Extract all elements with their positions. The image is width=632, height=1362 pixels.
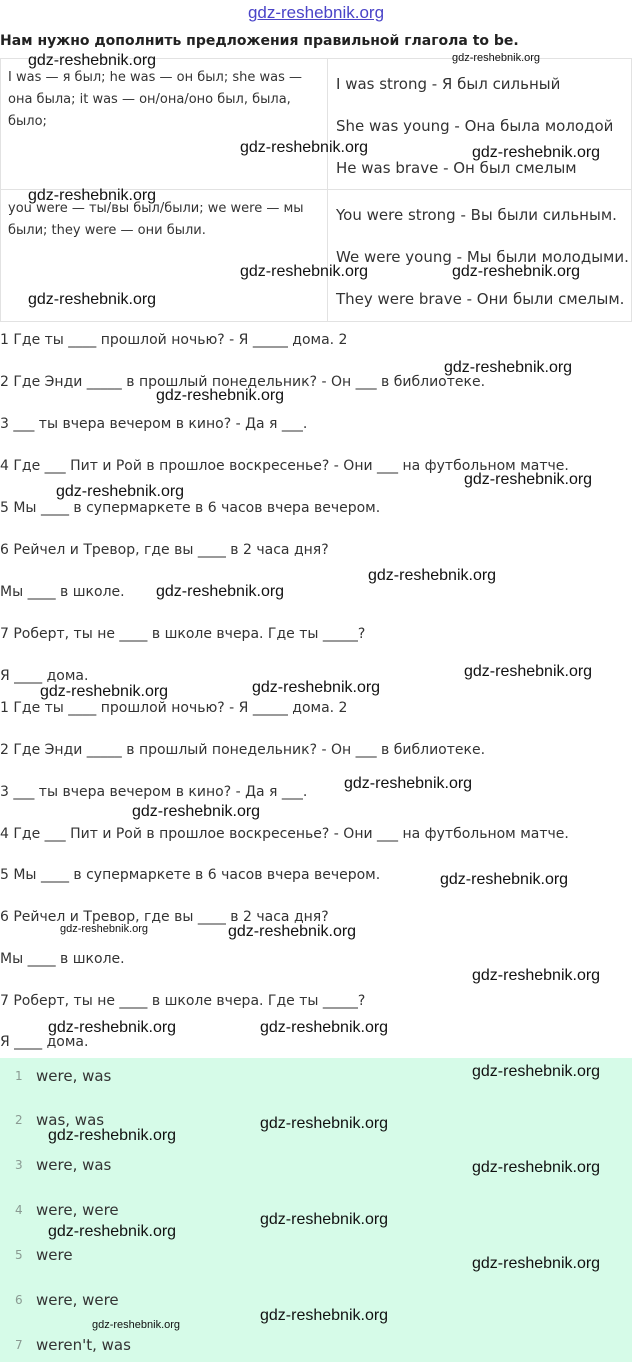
answer-text: were, was xyxy=(36,1067,112,1085)
watermark: gdz-reshebnik.org xyxy=(48,1019,177,1036)
watermark: gdz-reshebnik.org xyxy=(260,1211,389,1228)
watermark: gdz-reshebnik.org xyxy=(56,483,185,500)
question: 3 ___ ты вчера вечером в кино? - Да я ___. xyxy=(0,416,308,432)
answer-number: 5 xyxy=(15,1248,23,1262)
rules-row xyxy=(1,59,632,190)
rule-text: you were — ты/вы был/были; we were — мы были; they were — они были. xyxy=(1,190,328,322)
example-sentence: I was strong - Я был сильный xyxy=(336,75,561,93)
watermark: gdz-reshebnik.org xyxy=(60,923,149,935)
watermark: gdz-reshebnik.org xyxy=(260,1307,389,1324)
watermark: gdz-reshebnik.org xyxy=(156,583,285,600)
answer-number: 1 xyxy=(15,1069,23,1083)
watermark: gdz-reshebnik.org xyxy=(472,1255,601,1272)
question: 7 Роберт, ты не ____ в школе вчера. Где ты _____? xyxy=(0,626,366,642)
question: 1 Где ты ____ прошлой ночью? - Я _____ дома. 2 xyxy=(0,332,348,348)
answer-text: weren't, was xyxy=(36,1336,131,1354)
question: 2 Где Энди _____ в прошлый понедельник? - Он ___ в библиотеке. xyxy=(0,374,486,390)
watermark: gdz-reshebnik.org xyxy=(28,52,157,69)
watermark: gdz-reshebnik.org xyxy=(472,1159,601,1176)
example-sentence: They were brave - Они были смелым. xyxy=(336,290,625,308)
watermark: gdz-reshebnik.org xyxy=(228,923,357,940)
example-sentence: She was young - Она была молодой xyxy=(336,117,614,135)
answer-number: 4 xyxy=(15,1203,23,1217)
watermark: gdz-reshebnik.org xyxy=(132,803,261,820)
watermark: gdz-reshebnik.org xyxy=(28,187,157,204)
watermark: gdz-reshebnik.org xyxy=(464,471,593,488)
watermark: gdz-reshebnik.org xyxy=(28,291,157,308)
watermark: gdz-reshebnik.org xyxy=(48,1127,177,1144)
watermark: gdz-reshebnik.org xyxy=(252,679,381,696)
answer-text: were, was xyxy=(36,1156,112,1174)
task-heading: Нам нужно дополнить предложения правильной глагола to be. xyxy=(0,33,519,49)
example-sentence: He was brave - Он был смелым xyxy=(336,159,577,177)
watermark: gdz-reshebnik.org xyxy=(464,663,593,680)
question: Мы ____ в школе. xyxy=(0,951,125,967)
watermark: gdz-reshebnik.org xyxy=(452,263,581,280)
answer-text: was, was xyxy=(36,1111,105,1129)
question: 6 Рейчел и Тревор, где вы ____ в 2 часа дня? xyxy=(0,909,329,925)
question: 5 Мы ____ в супермаркете в 6 часов вчера вечером. xyxy=(0,867,381,883)
watermark: gdz-reshebnik.org xyxy=(260,1019,389,1036)
watermark: gdz-reshebnik.org xyxy=(472,144,601,161)
watermark: gdz-reshebnik.org xyxy=(444,359,573,376)
question: 6 Рейчел и Тревор, где вы ____ в 2 часа дня? xyxy=(0,542,329,558)
question: 2 Где Энди _____ в прошлый понедельник? - Он ___ в библиотеке. xyxy=(0,742,486,758)
example-sentence: We were young - Мы были молодыми. xyxy=(336,248,629,266)
watermark: gdz-reshebnik.org xyxy=(344,775,473,792)
question: Я ____ дома. xyxy=(0,668,89,684)
watermark: gdz-reshebnik.org xyxy=(472,1063,601,1080)
question: 1 Где ты ____ прошлой ночью? - Я _____ дома. 2 xyxy=(0,700,348,716)
question: 4 Где ___ Пит и Рой в прошлое воскресенье? - Они ___ на футбольном матче. xyxy=(0,458,569,474)
watermark: gdz-reshebnik.org xyxy=(92,1319,181,1331)
watermark: gdz-reshebnik.org xyxy=(260,1115,389,1132)
answer-number: 3 xyxy=(15,1158,23,1172)
example-sentence: You were strong - Вы были сильным. xyxy=(336,206,617,224)
rule-examples xyxy=(328,59,632,190)
question: Мы ____ в школе. xyxy=(0,584,125,600)
rule-text: I was — я был; he was — он был; she was — она была; it was — он/она/оно был, была, было; xyxy=(1,59,328,190)
watermark: gdz-reshebnik.org xyxy=(440,871,569,888)
question: 4 Где ___ Пит и Рой в прошлое воскресенье? - Они ___ на футбольном матче. xyxy=(0,826,569,842)
watermark: gdz-reshebnik.org xyxy=(156,387,285,404)
answer-number: 2 xyxy=(15,1113,23,1127)
watermark: gdz-reshebnik.org xyxy=(368,567,497,584)
watermark: gdz-reshebnik.org xyxy=(240,139,369,156)
question: 5 Мы ____ в супермаркете в 6 часов вчера вечером. xyxy=(0,500,381,516)
question: 3 ___ ты вчера вечером в кино? - Да я ___. xyxy=(0,784,308,800)
watermark: gdz-reshebnik.org xyxy=(40,683,169,700)
watermark: gdz-reshebnik.org xyxy=(240,263,369,280)
watermark: gdz-reshebnik.org xyxy=(472,967,601,984)
question: Я ____ дома. xyxy=(0,1034,89,1050)
site-title[interactable]: gdz-reshebnik.org xyxy=(247,3,385,22)
answer-number: 7 xyxy=(15,1338,23,1352)
watermark: gdz-reshebnik.org xyxy=(48,1223,177,1240)
watermark: gdz-reshebnik.org xyxy=(452,52,541,64)
answer-text: were, were xyxy=(36,1291,119,1309)
answer-number: 6 xyxy=(15,1293,23,1307)
answer-text: were xyxy=(36,1246,73,1264)
rule-examples xyxy=(328,190,632,322)
answer-text: were, were xyxy=(36,1201,119,1219)
question: 7 Роберт, ты не ____ в школе вчера. Где ты _____? xyxy=(0,993,366,1009)
